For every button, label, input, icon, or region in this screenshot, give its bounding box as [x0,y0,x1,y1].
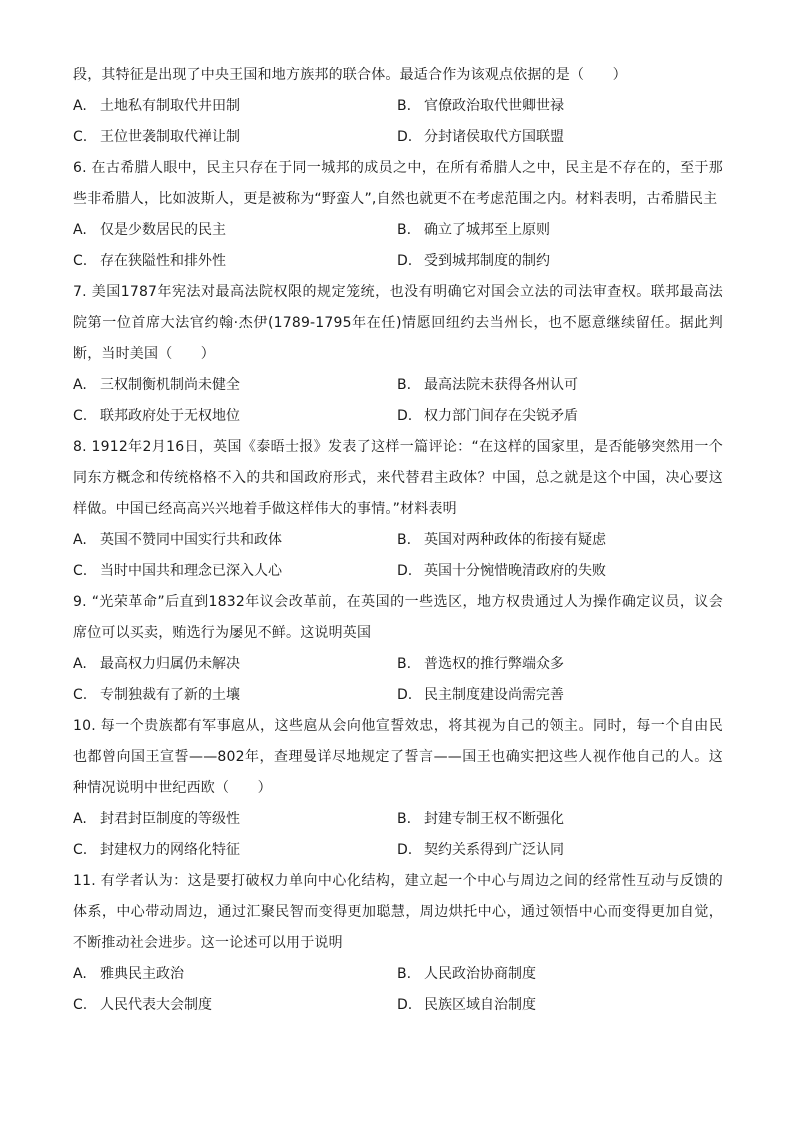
option-row [73,215,723,246]
option-d[interactable]: D. 民主制度建设尚需完善 [397,687,564,703]
question-9 [73,587,723,711]
option-a[interactable]: A. 土地私有制取代井田制 [73,98,240,114]
question-stem: 段，其特征是出现了中央王国和地方族邦的联合体。最适合作为该观点依据的是（ ） [73,67,627,83]
question-stem: 8. 1912年2月16日，英国《泰晤士报》发表了这样一篇评论：“在这样的国家里，是否能够突然用一个同东方概念和传统格格不入的共和国政府形式，来代替君主政体？中国，总之就是这个中国，决心要这样做。中国已经高高兴兴地着手做这样伟大的事情。”材料表明 [73,439,723,517]
option-row [73,649,723,680]
option-c[interactable]: C. 封建权力的网络化特征 [73,842,240,858]
option-row [73,556,723,587]
question-stem: 11. 有学者认为：这是要打破权力单向中心化结构，建立起一个中心与周边之间的经常性互动与反馈的体系，中心带动周边，通过汇聚民智而变得更加聪慧，周边烘托中心，通过领悟中心而变得更加自觉，不断推动社会进步。这一论述可以用于说明 [73,873,723,951]
option-d[interactable]: D. 分封诸侯取代方国联盟 [397,129,564,145]
option-a[interactable]: A. 最高权力归属仍未解决 [73,656,240,672]
question-8 [73,432,723,587]
option-row [73,959,723,990]
option-c[interactable]: C. 当时中国共和理念已深入人心 [73,563,282,579]
option-c[interactable]: C. 人民代表大会制度 [73,997,212,1013]
option-d[interactable]: D. 权力部门间存在尖锐矛盾 [397,408,578,424]
option-b[interactable]: B. 人民政治协商制度 [397,966,536,982]
option-b[interactable]: B. 英国对两种政体的衔接有疑虑 [397,532,606,548]
option-a[interactable]: A. 三权制衡机制尚未健全 [73,377,240,393]
option-a[interactable]: A. 封君封臣制度的等级性 [73,811,240,827]
option-row [73,122,723,153]
option-row [73,680,723,711]
question-stem: 9. “光荣革命”后直到1832年议会改革前，在英国的一些选区，地方权贵通过人为操作确定议员，议会席位可以买卖，贿选行为屡见不鲜。这说明英国 [73,594,723,641]
question-11 [73,866,723,1021]
option-row [73,525,723,556]
question-5 [73,60,723,153]
question-10 [73,711,723,866]
option-row [73,835,723,866]
question-7 [73,277,723,432]
question-stem: 6. 在古希腊人眼中，民主只存在于同一城邦的成员之中，在所有希腊人之中，民主是不存在的，至于那些非希腊人，比如波斯人，更是被称为“野蛮人”,自然也就更不在考虑范围之内。材料表明，古希腊民主 [73,160,723,207]
option-a[interactable]: A. 雅典民主政治 [73,966,184,982]
option-row [73,91,723,122]
question-list [73,60,723,1021]
option-c[interactable]: C. 专制独裁有了新的土壤 [73,687,240,703]
option-d[interactable]: D. 受到城邦制度的制约 [397,253,550,269]
option-b[interactable]: B. 确立了城邦至上原则 [397,222,550,238]
option-row [73,370,723,401]
question-stem: 7. 美国1787年宪法对最高法院权限的规定笼统，也没有明确它对国会立法的司法审查权。联邦最高法院第一位首席大法官约翰·杰伊(1789-1795年在任)情愿回纽约去当州长，也不愿意继续留任。据此判断，当时美国（ ） [73,284,723,362]
option-row [73,804,723,835]
option-c[interactable]: C. 存在狭隘性和排外性 [73,253,226,269]
option-row [73,990,723,1021]
option-a[interactable]: A. 英国不赞同中国实行共和政体 [73,532,282,548]
question-6 [73,153,723,277]
option-a[interactable]: A. 仅是少数居民的民主 [73,222,226,238]
option-b[interactable]: B. 普选权的推行弊端众多 [397,656,564,672]
option-c[interactable]: C. 联邦政府处于无权地位 [73,408,240,424]
option-d[interactable]: D. 民族区域自治制度 [397,997,536,1013]
option-d[interactable]: D. 契约关系得到广泛认同 [397,842,564,858]
option-b[interactable]: B. 封建专制王权不断强化 [397,811,564,827]
option-b[interactable]: B. 官僚政治取代世卿世禄 [397,98,564,114]
option-c[interactable]: C. 王位世袭制取代禅让制 [73,129,240,145]
option-d[interactable]: D. 英国十分惋惜晚清政府的失败 [397,563,606,579]
option-row [73,401,723,432]
option-b[interactable]: B. 最高法院未获得各州认可 [397,377,578,393]
option-row [73,246,723,277]
question-stem: 10. 每一个贵族都有军事扈从，这些扈从会向他宣誓效忠，将其视为自己的领主。同时，每一个自由民也都曾向国王宣誓——802年，查理曼详尽地规定了誓言——国王也确实把这些人视作他自己的人。这种情况说明中世纪西欧（ ） [73,718,723,796]
